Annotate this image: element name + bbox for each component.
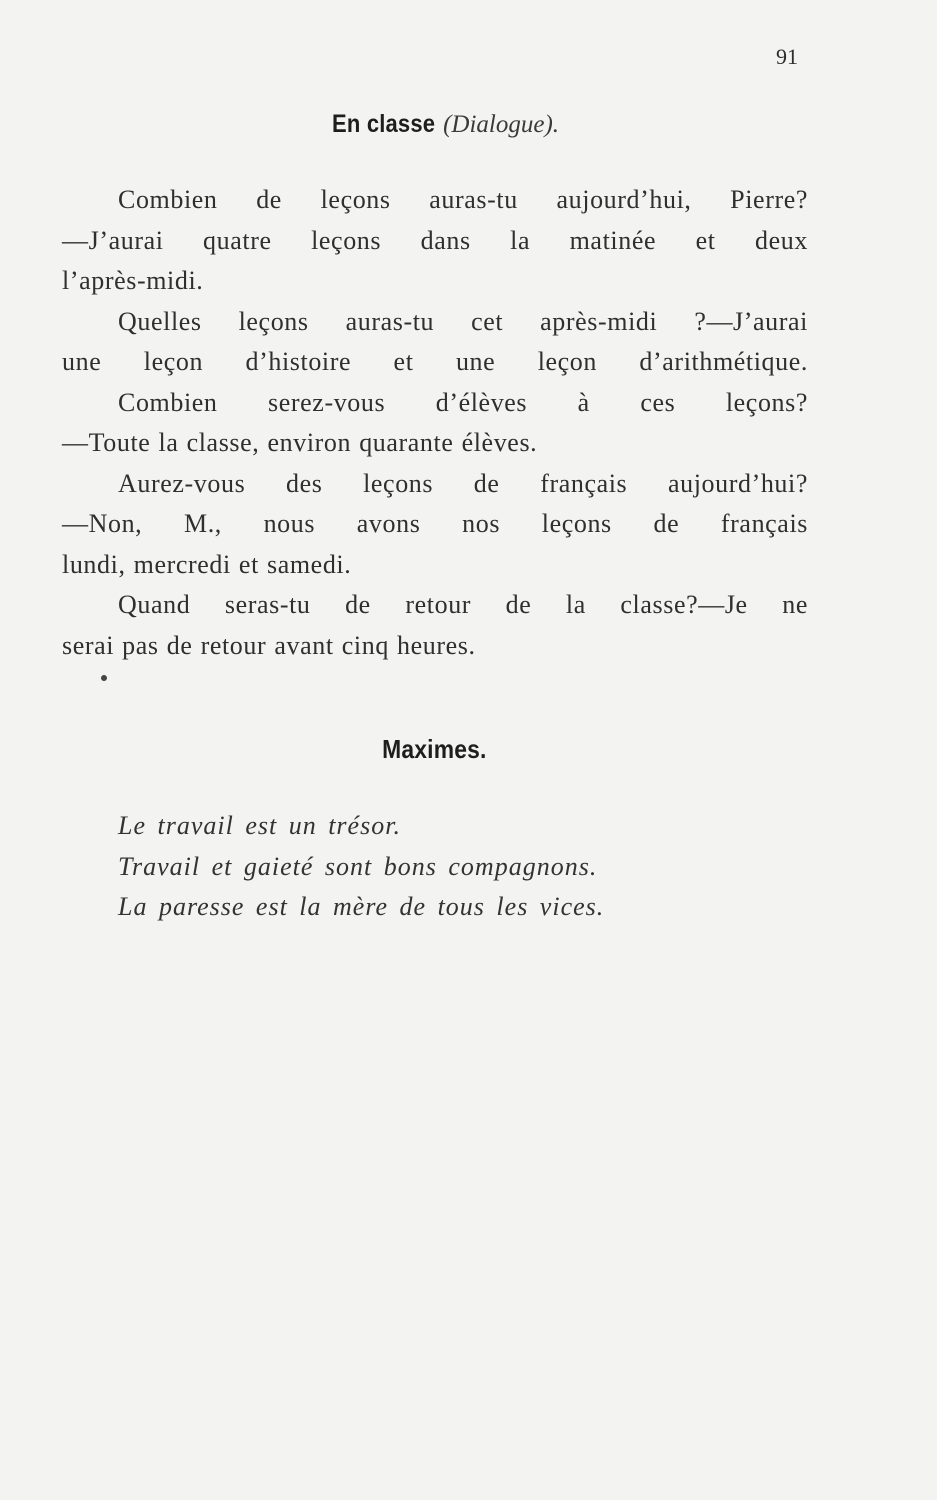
- section-heading-en-classe: [0, 110, 907, 139]
- text-line: Combien de leçons auras-tu aujourd’hui, Pierre?: [118, 185, 808, 214]
- page-number: 91: [776, 44, 798, 69]
- ink-dot: [101, 675, 107, 681]
- text-line: Quelles leçons auras-tu cet après-midi ?—J’aurai: [118, 306, 808, 336]
- text-line: lundi, mercredi et samedi.: [62, 549, 352, 579]
- maxim-line: Le travail est un trésor.: [118, 811, 401, 840]
- section-heading-maximes: [0, 734, 903, 765]
- text-line: l’après-midi.: [62, 266, 204, 295]
- text-line: —Non, M., nous avons nos leçons de français: [62, 509, 808, 538]
- maxims-list: [118, 806, 604, 928]
- text-line: —Toute la classe, environ quarante élèves.: [62, 428, 538, 457]
- text-line: Aurez-vous des leçons de français aujourd’hui?: [118, 468, 808, 498]
- text-line: Quand seras-tu de retour de la classe?—Je ne: [118, 590, 808, 619]
- dialogue-text: [62, 180, 808, 666]
- maxim-line: Travail et gaieté sont bons compagnons.: [118, 851, 598, 881]
- text-line: —J’aurai quatre leçons dans la matinée et deux: [62, 225, 808, 255]
- text-line: Combien serez-vous d’élèves à ces leçons?: [118, 387, 808, 417]
- maxim-line: La paresse est la mère de tous les vices.: [118, 892, 605, 921]
- section-title: Maximes.: [382, 734, 487, 764]
- section-subtitle: (Dialogue).: [443, 111, 560, 138]
- section-title: En classe: [331, 110, 436, 138]
- text-line: une leçon d’histoire et une leçon d’arithmétique.: [62, 347, 808, 376]
- text-line: serai pas de retour avant cinq heures.: [62, 630, 476, 660]
